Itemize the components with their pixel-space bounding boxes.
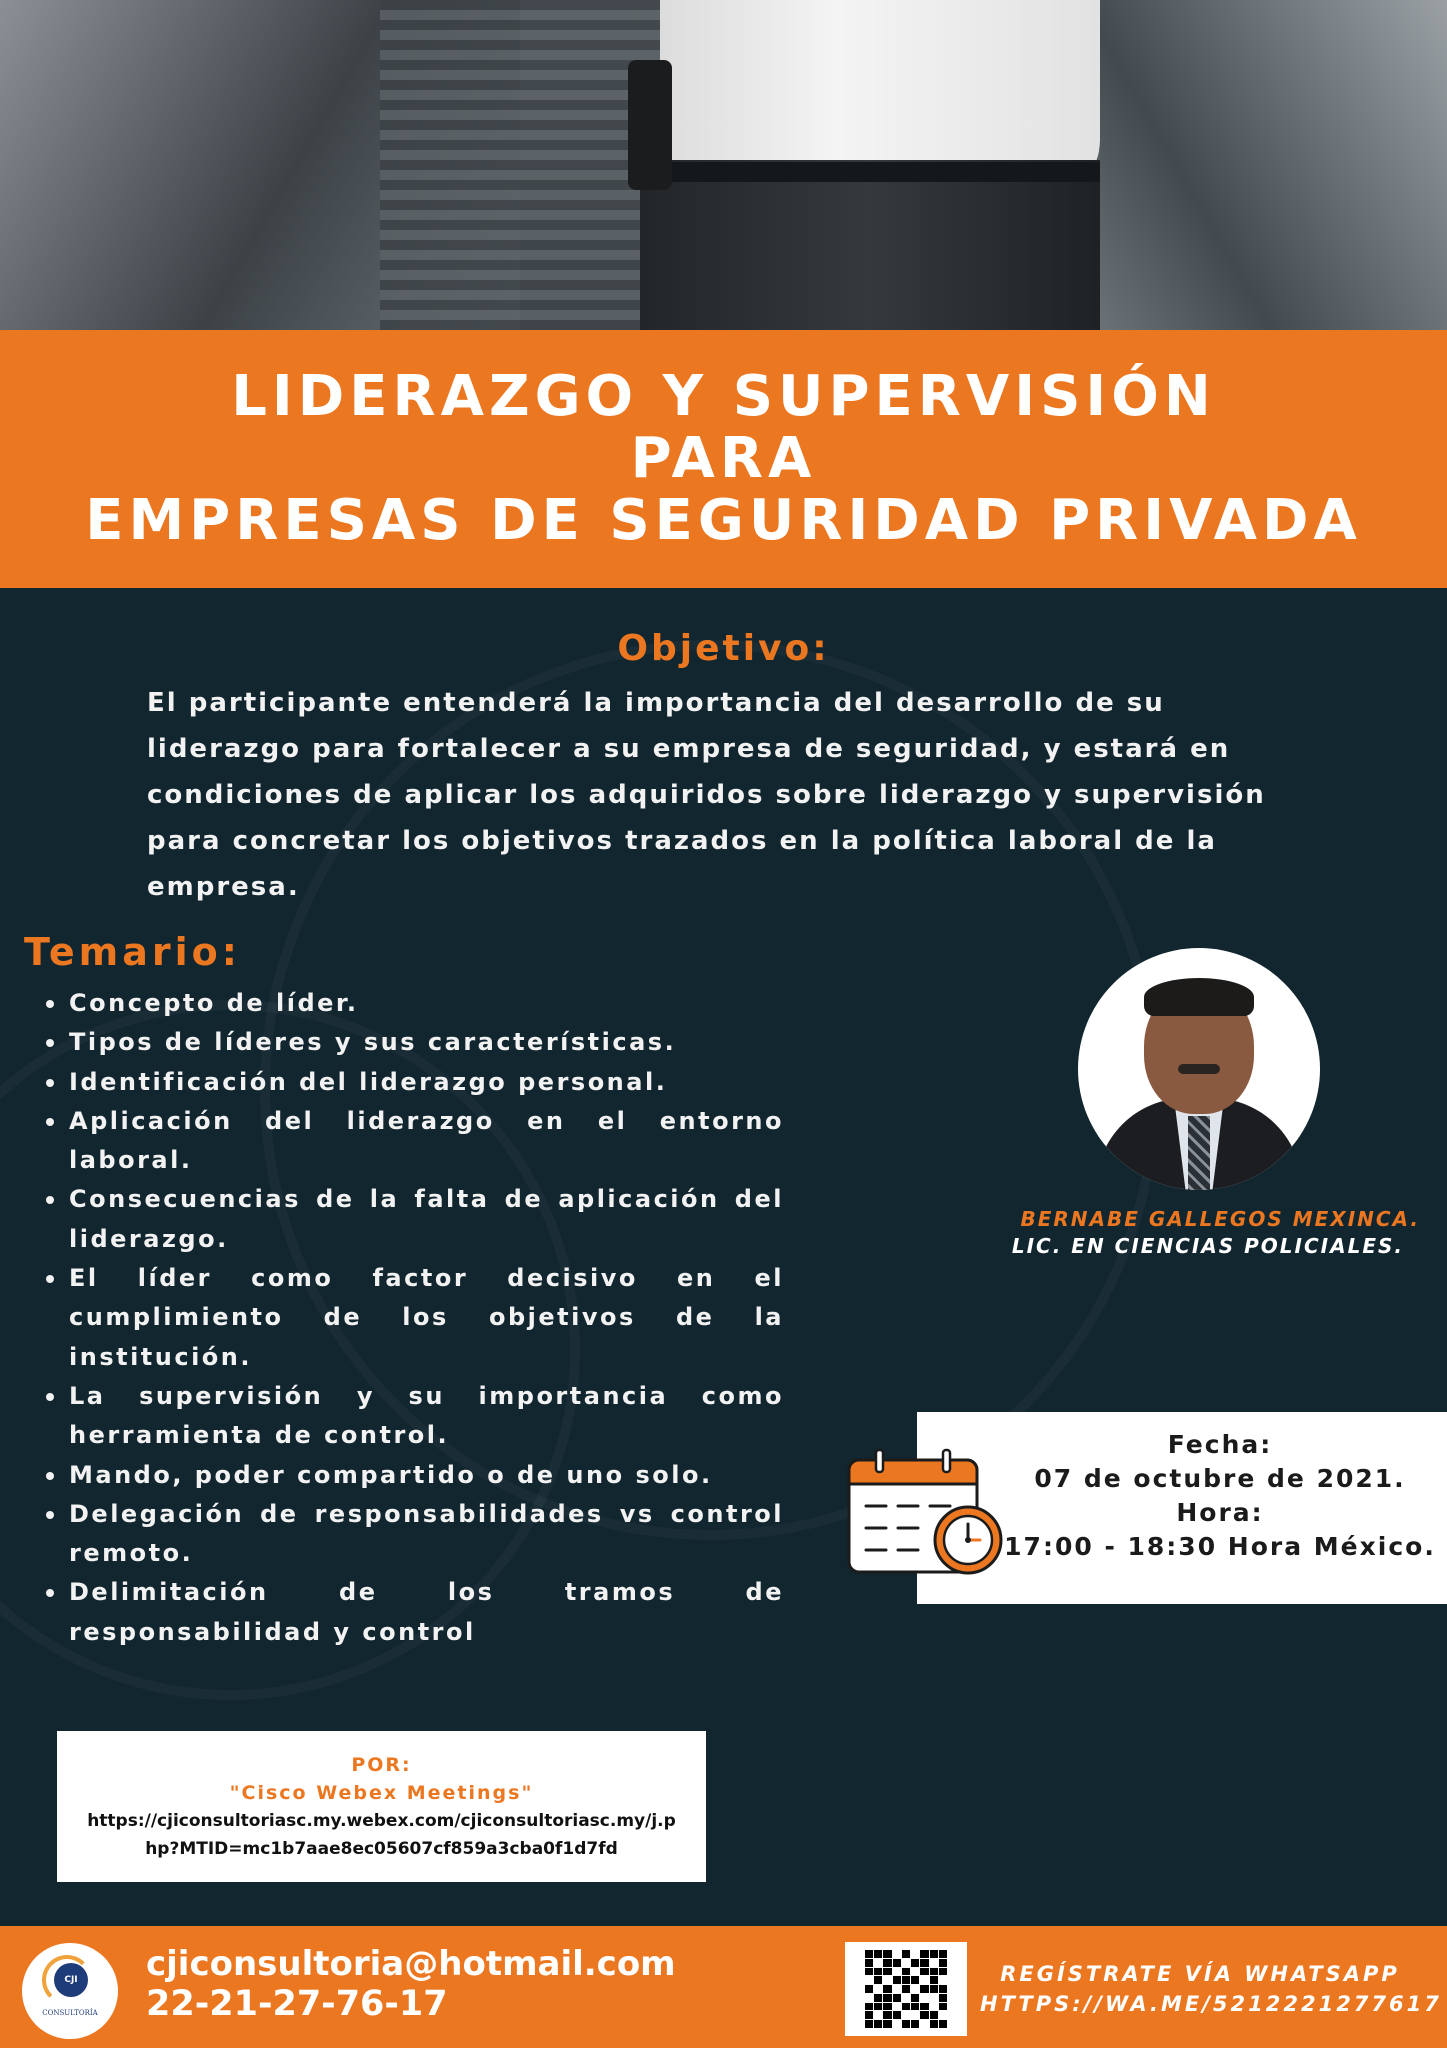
- contact-email[interactable]: cjiconsultoria@hotmail.com: [146, 1944, 676, 1984]
- date-value: 07 de octubre de 2021.: [1034, 1464, 1406, 1493]
- temario-item: La supervisión y su importancia como herramienta de control.: [40, 1377, 784, 1456]
- logo-initials: CJI: [54, 1963, 88, 1997]
- temario-list: [40, 984, 784, 1652]
- platform-por-label: POR:: [351, 1754, 412, 1776]
- date-label: Fecha:: [1167, 1430, 1273, 1459]
- avatar-tie: [1188, 1116, 1210, 1190]
- temario-item: Tipos de líderes y sus características.: [40, 1023, 784, 1062]
- avatar-mustache: [1178, 1064, 1220, 1074]
- whatsapp-label: REGÍSTRATE VÍA WHATSAPP: [1000, 1962, 1400, 1986]
- time-value: 17:00 - 18:30 Hora México.: [1004, 1532, 1436, 1561]
- temario-item: Mando, poder compartido o de uno solo.: [40, 1456, 784, 1495]
- qr-code-icon[interactable]: [845, 1942, 967, 2036]
- calendar-clock-icon: [846, 1448, 1010, 1578]
- temario-item: Aplicación del liderazgo en el entorno laboral.: [40, 1102, 784, 1181]
- temario-item: El líder como factor decisivo en el cumplimiento de los objetivos de la institución.: [40, 1259, 784, 1377]
- title-line-2: PARA: [630, 426, 817, 491]
- avatar-hair: [1144, 978, 1254, 1016]
- platform-box: [57, 1731, 706, 1882]
- objective-text: El participante entenderá la importancia del desarrollo de su liderazgo para fortalecer a su empresa de seguridad, y estará en condiciones de aplicar los adquiridos sobre liderazgo y supervisión para concretar los objetivos trazados en la política laboral de la empresa.: [147, 688, 1266, 902]
- title-line-3: EMPRESAS DE SEGURIDAD PRIVADA: [85, 488, 1362, 553]
- temario-item: Identificación del liderazgo personal.: [40, 1063, 784, 1102]
- title-band: [0, 330, 1447, 588]
- hero-photo: [0, 0, 1447, 330]
- speaker-avatar: [1078, 948, 1320, 1190]
- logo-text: CONSULTORÍA: [42, 2009, 98, 2017]
- speaker-title: LIC. EN CIENCIAS POLICIALES.: [1011, 1234, 1404, 1258]
- time-label: Hora:: [1176, 1498, 1264, 1527]
- temario-heading: Temario:: [24, 930, 241, 974]
- temario-item: Delegación de responsabilidades vs control remoto.: [40, 1495, 784, 1574]
- temario-item: Concepto de líder.: [40, 984, 784, 1023]
- whatsapp-link[interactable]: HTTPS://WA.ME/5212221277617: [980, 1992, 1442, 2016]
- guard-pants: [640, 160, 1100, 330]
- objective-heading: Objetivo:: [617, 628, 830, 669]
- contact-phone[interactable]: 22-21-27-76-17: [146, 1984, 448, 2024]
- temario-item: Consecuencias de la falta de aplicación del liderazgo.: [40, 1180, 784, 1259]
- platform-name: "Cisco Webex Meetings": [229, 1782, 534, 1804]
- company-logo-icon: [22, 1943, 118, 2039]
- meeting-link[interactable]: https://cjiconsultoriasc.my.webex.com/cjiconsultoriasc.my/j.php?MTID=mc1b7aae8ec05607cf859a3cba0f1d7fd: [87, 1811, 676, 1859]
- guard-belt: [640, 162, 1100, 182]
- speaker-name: BERNABE GALLEGOS MEXINCA.: [1020, 1207, 1420, 1231]
- qr-code-grid: [865, 1950, 947, 2028]
- title-line-1: LIDERAZGO Y SUPERVISIÓN: [231, 364, 1216, 429]
- schedule-text: [1000, 1428, 1440, 1564]
- temario-item: Delimitación de los tramos de responsabilidad y control: [40, 1573, 784, 1652]
- radio-icon: [628, 60, 672, 190]
